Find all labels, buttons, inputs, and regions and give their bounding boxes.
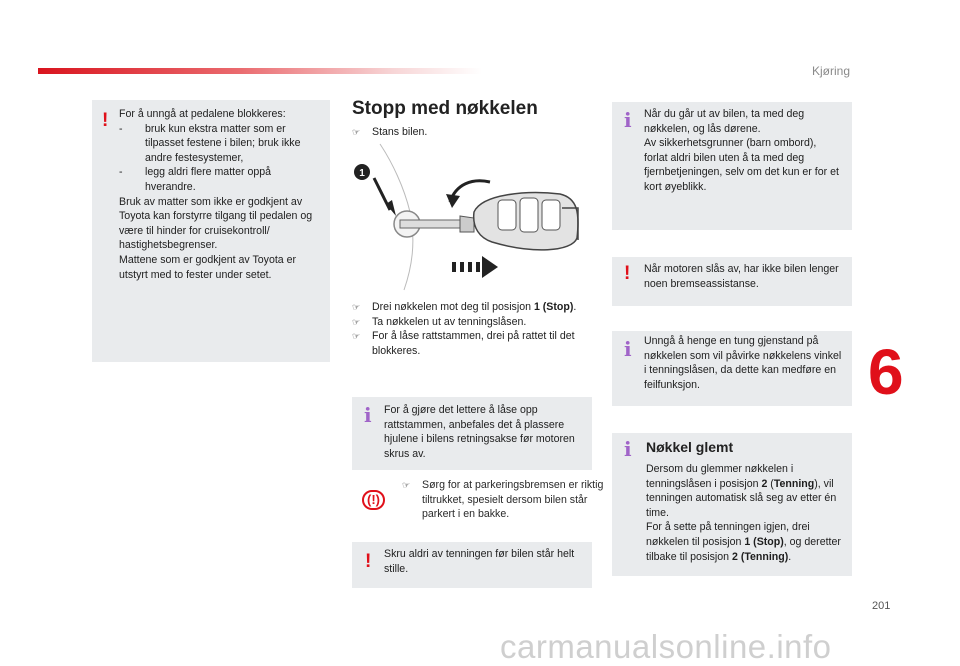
header-accent-bar [38,68,482,74]
stop-step-4: ☞ For å låse rattstammen, drei på rattet til det blokkeres. [352,330,575,357]
info-icon: i [364,403,372,427]
info-icon: i [624,337,632,361]
remote-button-unlock [520,198,538,232]
warning-exclamation-icon: ! [102,110,109,131]
brake-warning-icon: (!) [362,490,385,510]
stop-step-2: ☞ Drei nøkkelen mot deg til posisjon 1 (Stop). [352,301,577,313]
lock-tip-box: i For å gjøre det lettere å låse opp rattstammen, anbefales det å plassere hjulene i bilens retningsakse før motoren skrus av. [352,397,592,470]
brake-assist-box: ! Når motoren slås av, har ikke bilen lenger noen bremseassistanse. [612,257,852,306]
parking-brake-note: (!) ☞ Sørg for at parkeringsbremsen er riktig tiltrukket, spesielt dersom bilen står parkert i en bakke. [352,478,592,528]
pedal-warning-para: Bruk av matter som ikke er godkjent av Toyota kan forstyrre tilgang til pedalen og være til hinder for cruisekontroll/ hastighetsbegrenser. [119,195,313,252]
direction-arrow [452,256,498,278]
pedal-warning-intro: For å unngå at pedalene blokkeres: [119,108,286,120]
forgotten-key-box: i Nøkkel glemt Dersom du glemmer nøkkelen i tenningslåsen i posisjon 2 (Tenning), vil tenningen automatisk slå seg av etter én time. For å sette på tenningen igjen, drei nøkkelen til posisjon 1 (Stop), og deretter tilbake til posisjon 2 (Tenning). [612,433,852,576]
stop-step-1: ☞ Stans bilen. [352,126,428,138]
stop-step-3: ☞ Ta nøkkelen ut av tenningslåsen. [352,315,527,328]
info-icon: i [624,437,632,461]
pedal-warning-para: Mattene som er godkjent av Toyota er utstyrt med to fester under setet. [119,253,297,281]
remote-button-trunk [542,200,560,230]
watermark: carmanualsonline.info [500,628,832,665]
stop-steps [352,300,592,358]
leave-car-box: i Når du går ut av bilen, ta med deg nøkkelen, og lås dørene. Av sikkerhetsgrunner (barn ombord), forlat aldri bilen uten å ta med deg fjernbetjeningen, selv om det kun er for et kort øyeblikk. [612,102,852,230]
remote-button-lock [498,200,516,230]
warning-exclamation-icon: ! [365,551,372,572]
heavy-object-box: i Unngå å henge en tung gjenstand på nøkkelen som vil påvirke nøkkelens vinkel i tenningslåsen, da dette kan medføre en feilfunksjon. [612,331,852,406]
warning-exclamation-icon: ! [624,263,631,284]
info-icon: i [624,108,632,132]
page-title: Stopp med nøkkelen [352,98,538,119]
key-blade [400,220,460,228]
forgotten-key-title: Nøkkel glemt [646,439,734,455]
pedal-warning-box [92,100,330,362]
chapter-number: 6 [868,336,904,408]
key-illustration [352,142,592,292]
section-title: Kjøring [812,64,851,78]
ignition-warning-box: ! Skru aldri av tenningen før bilen står helt stille. [352,542,592,588]
callout-1-label: 1 [359,168,365,179]
list-item: - bruk kun ekstra matter som er tilpasset festene i bilen; bruk ikke andre festesystemer, [119,122,301,164]
page-number: 201 [872,600,891,612]
list-item: - legg aldri flere matter oppå hverandre. [119,166,272,193]
